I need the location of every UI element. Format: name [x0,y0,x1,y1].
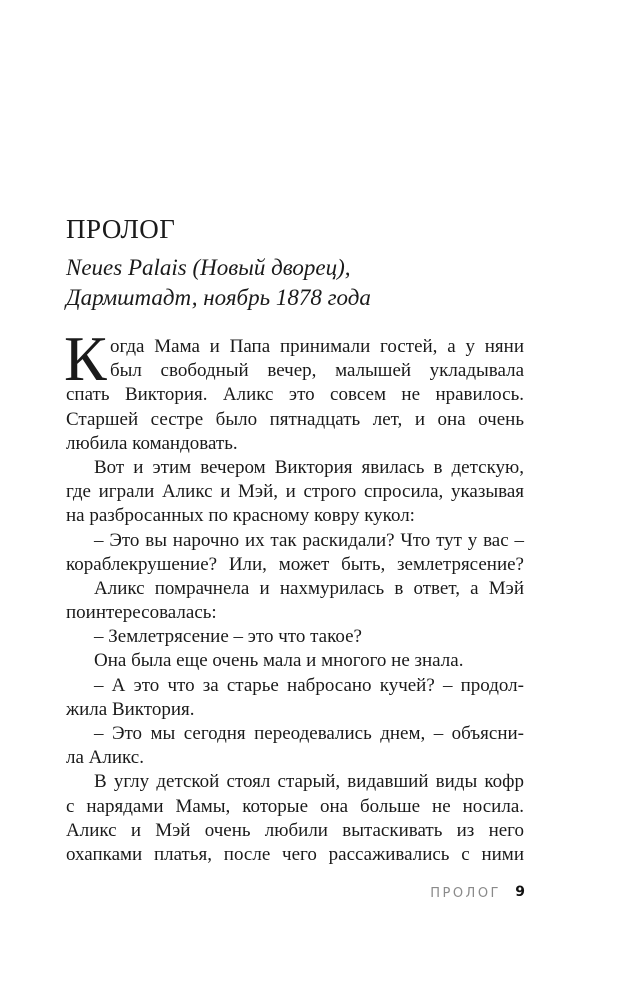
subtitle-line: Neues Palais (Новый дворец), [66,255,351,280]
text-line: Аликс и Мэй очень любили вытаскивать из него [66,819,524,841]
text-line: Она была еще очень мала и многого не знала. [94,650,464,672]
chapter-subtitle [66,253,371,313]
text-line: огда Мама и Папа принимали гостей, а у няни [110,336,524,357]
text-line: ла Аликс. [66,747,144,769]
text-line: на разбросанных по красному ковру кукол: [66,505,415,527]
text-line: Аликс помрачнела и нахмурилась в ответ, а Мэй [94,577,524,599]
body-text [64,323,524,867]
text-line: с нарядами Мамы, которые она больше не носила. [66,795,524,817]
text-line: – Землетрясение – это что такое? [94,626,362,648]
text-line: – Это вы нарочно их так раскидали? Что тут у вас – [94,529,524,551]
text-line: Вот и этим вечером Виктория явилась в детскую, [94,456,524,478]
text-line: поинтересовалась: [66,602,217,624]
text-line: – А это что за старье набросано кучей? – продол- [94,674,524,696]
text-line: жила Виктория. [66,698,195,720]
chapter-title: ПРОЛОГ [66,214,176,244]
text-line: – Это мы сегодня переодевались днем, – объясни- [94,723,524,744]
running-head: ПРОЛОГ [430,886,501,901]
text-line: любила командовать. [66,432,238,454]
text-line: В углу детской стоял старый, видавший виды кофр [94,771,524,793]
text-line: охапками платья, после чего рассаживались с ними [66,843,524,865]
subtitle-line: Дармштадт, ноябрь 1878 года [66,285,371,310]
text-line: кораблекрушение? Или, может быть, землетрясение? [66,553,524,575]
text-line: был свободный вечер, малышей укладывала [110,360,524,382]
text-line: где играли Аликс и Мэй, и строго спросила, указывая [66,481,524,503]
text-line: спать Виктория. Аликс это совсем не нравилось. [66,384,524,406]
page-number: 9 [515,884,525,900]
drop-cap: К [64,323,107,394]
text-line: Старшей сестре было пятнадцать лет, и она очень [66,408,524,430]
